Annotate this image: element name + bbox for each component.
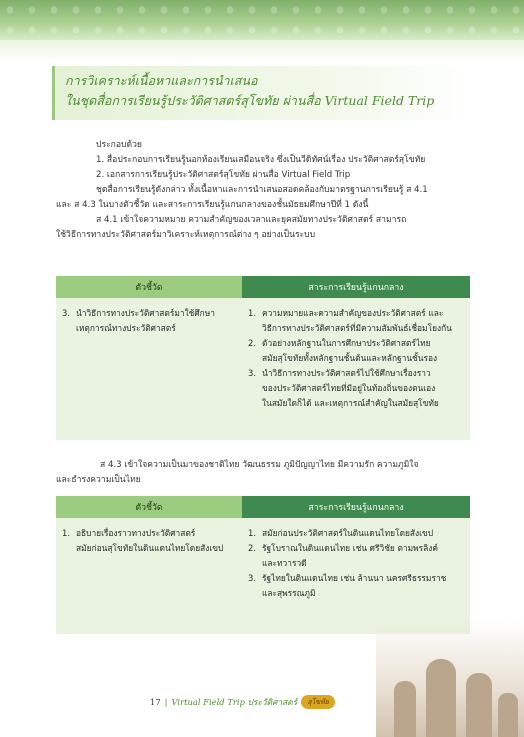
item-number: 2.	[248, 543, 256, 553]
item-text-line: และทวารวดี	[262, 558, 307, 568]
paragraph-3-line-2: และธำรงความเป็นไทย	[56, 475, 141, 485]
item-text-line: วิธีการทางประวัติศาสตร์ที่มีความสัมพันธ์เชื่อมโยงกัน	[262, 323, 452, 333]
item-text-line: อธิบายเรื่องราวทางประวัติศาสตร์	[76, 528, 196, 538]
list-item	[248, 541, 462, 571]
item-number: 2.	[248, 338, 256, 348]
item-text-line: สมัยก่อนประวัติศาสตร์ในดินแดนไทยโดยสังเขป	[262, 528, 434, 538]
intro-heading: ประกอบด้วย	[96, 140, 142, 150]
list-item	[248, 526, 462, 541]
indicator-table-2	[56, 496, 470, 634]
footer-separator: |	[164, 697, 168, 707]
core-content-cell	[242, 526, 470, 601]
item-text	[262, 541, 438, 571]
item-number: 1.	[62, 528, 70, 538]
item-text	[262, 306, 452, 336]
table-header-indicator: ตัวชี้วัด	[56, 276, 242, 298]
item-text-line: นำวิธีการทางประวัติศาสตร์ไปใช้ศึกษาเรื่องราว	[262, 368, 431, 378]
list-item	[248, 571, 462, 601]
ruin-tower	[498, 693, 518, 737]
item-text	[262, 526, 433, 541]
table-header-indicator: ตัวชี้วัด	[56, 496, 242, 518]
ruins-illustration	[376, 620, 524, 737]
item-text	[262, 571, 446, 601]
item-text-line: ในสมัยใดก็ได้ และเหตุการณ์สำคัญในสมัยสุโขทัย	[262, 398, 439, 408]
intro-item-2: 2. เอกสารการเรียนรู้ประวัติศาสตร์สุโขทัย ผ่านสื่อ Virtual Field Trip	[96, 170, 351, 180]
top-banner-fade	[0, 40, 524, 62]
table-row	[56, 518, 470, 601]
item-text	[262, 336, 437, 366]
item-text	[262, 366, 439, 411]
paragraph-3	[56, 458, 470, 488]
item-text-line: นำวิธีการทางประวัติศาสตร์มาใช้ศึกษา	[76, 308, 215, 318]
item-text-line: รัฐโบราณในดินแดนไทย เช่น ศรีวิชัย ตามพรลิงค์	[262, 543, 438, 553]
list-item	[62, 526, 234, 556]
footer-text: Virtual Field Trip ประวัติศาสตร์	[171, 697, 298, 707]
sukhothai-logo: สุโขทัย	[301, 695, 335, 709]
item-text-line: ตัวอย่างหลักฐานในการศึกษาประวัติศาสตร์ไทย	[262, 338, 431, 348]
table-header-core-content: สาระการเรียนรู้แกนกลาง	[242, 496, 470, 518]
item-number: 3.	[62, 308, 70, 318]
intro-item-1: 1. สื่อประกอบการเรียนรู้นอกห้องเรียนเสมือนจริง ซึ่งเป็นวีดิทัศน์เรื่อง ประวัติศาสตร์สุโขทัย	[96, 155, 426, 165]
table-header-core-content: สาระการเรียนรู้แกนกลาง	[242, 276, 470, 298]
item-text-line: ความหมายและความสำคัญของประวัติศาสตร์ และ	[262, 308, 444, 318]
table-header-row	[56, 276, 470, 298]
item-number: 1.	[248, 308, 256, 318]
indicator-table-1	[56, 276, 470, 440]
paragraph-2-line-1: ส 4.1 เข้าใจความหมาย ความสำคัญของเวลาและยุคสมัยทางประวัติศาสตร์ สามารถ	[96, 215, 407, 225]
paragraph-1-line-1: ชุดสื่อการเรียนรู้ดังกล่าว ทั้งเนื้อหาและการนำเสนอสอดคล้องกับมาตรฐานการเรียนรู้ ส 4.1	[96, 185, 428, 195]
page-number: 17	[150, 697, 161, 707]
section-title-line1: การวิเคราะห์เนื้อหาและการนำเสนอ	[65, 73, 258, 88]
ruin-tower	[426, 659, 456, 737]
paragraph-3-line-1: ส 4.3 เข้าใจความเป็นมาของชาติไทย วัฒนธรรม ภูมิปัญญาไทย มีความรัก ความภูมิใจ	[100, 460, 419, 470]
item-number: 3.	[248, 573, 256, 583]
item-number: 1.	[248, 528, 256, 538]
list-item	[248, 306, 462, 336]
intro-block	[56, 138, 470, 243]
item-text-line: ของประวัติศาสตร์ไทยที่มีอยู่ในท้องถิ่นของตนเอง	[262, 383, 436, 393]
item-text-line: เหตุการณ์ทางประวัติศาสตร์	[76, 323, 176, 333]
item-number: 3.	[248, 368, 256, 378]
table-row	[56, 298, 470, 411]
paragraph-1-line-2: และ ส 4.3 ในบางตัวชี้วัด และสาระการเรียนรู้แกนกลางของชั้นมัธยมศึกษาปีที่ 1 ดังนี้	[56, 200, 369, 210]
paragraph-2-line-2: ใช้วิธีการทางประวัติศาสตร์มาวิเคราะห์เหตุการณ์ต่าง ๆ อย่างเป็นระบบ	[56, 230, 316, 240]
top-banner	[0, 0, 524, 40]
indicator-cell	[56, 306, 242, 411]
core-content-cell	[242, 306, 470, 411]
section-title-line2: ในชุดสื่อการเรียนรู้ประวัติศาสตร์สุโขทัย ผ่านสื่อ Virtual Field Trip	[65, 93, 435, 108]
item-text-line: สมัยก่อนสุโขทัยในดินแดนไทยโดยสังเขป	[76, 543, 224, 553]
ruin-tower	[466, 673, 492, 737]
list-item	[248, 366, 462, 411]
page-footer	[150, 694, 335, 710]
item-text	[76, 526, 223, 556]
item-text	[76, 306, 215, 336]
table-header-row	[56, 496, 470, 518]
list-item	[62, 306, 234, 336]
item-text-line: สมัยสุโขทัยทั้งหลักฐานชั้นต้นและหลักฐานชั้นรอง	[262, 353, 438, 363]
indicator-cell	[56, 526, 242, 601]
section-title-box	[52, 66, 468, 120]
ruin-tower	[394, 681, 416, 737]
list-item	[248, 336, 462, 366]
item-text-line: รัฐไทยในดินแดนไทย เช่น ล้านนา นครศรีธรรมราช	[262, 573, 447, 583]
item-text-line: และสุพรรณภูมิ	[262, 588, 316, 598]
